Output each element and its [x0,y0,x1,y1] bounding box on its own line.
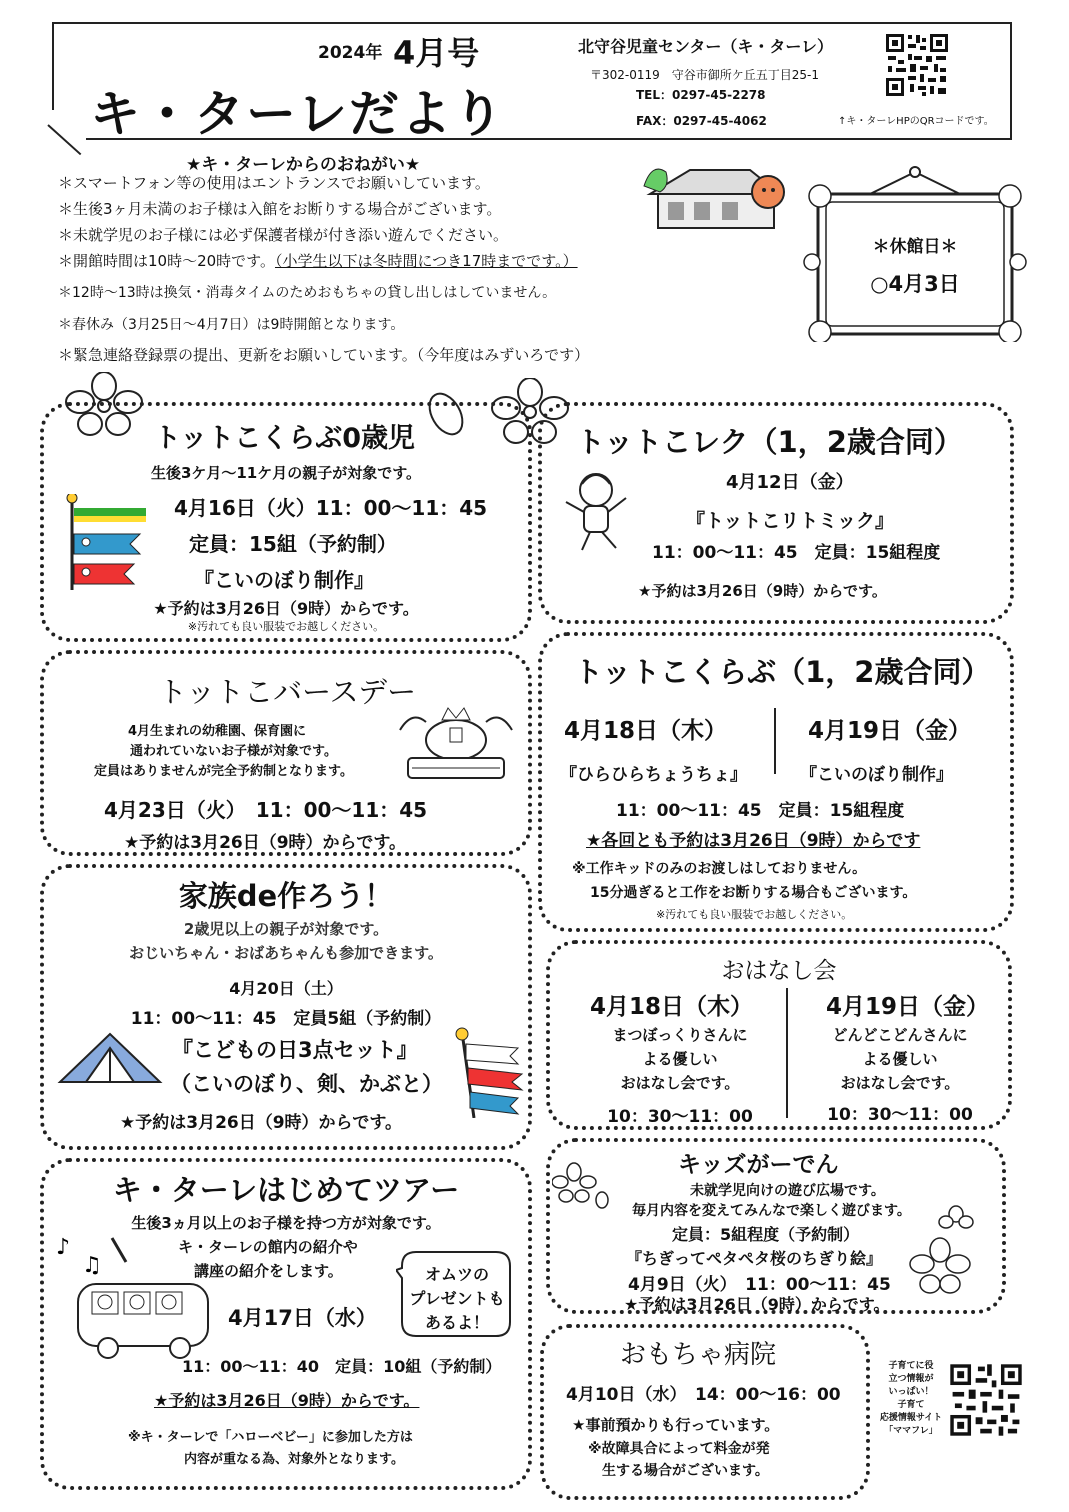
bubble-text: あるよ！ [424,1313,489,1332]
storytelling-box [546,940,1012,1130]
notice-item: ＊春休み（3月25日～4月7日）は9時開館となります。 [58,317,405,333]
koinobori-icon [448,1026,530,1118]
mamafure-caption-line: 「ママフレ」 [884,1426,938,1436]
mamafure-caption-line: 立つ情報が [888,1374,934,1384]
mamafure-caption-line: 子育て [897,1400,925,1410]
notice-hours-text: ＊開館時間は10時～20時です。 [58,252,275,270]
totoko-club-0-note: ※汚れても良い服装でお越しください。 [187,620,385,633]
kids-garden-capacity: 定員：5組程度（予約制） [672,1225,860,1244]
toy-hospital-note: ★事前預かりも行っています。 [572,1416,780,1434]
first-tour-title: キ・ターレはじめてツアー [112,1173,460,1207]
totoko-club-0-title: トットこくらぶ0歳児 [154,423,415,454]
toy-hospital-note: ※故障具合によって料金が発 [588,1441,770,1457]
first-tour-note: 内容が重なる為、対象外となります。 [184,1452,404,1467]
toy-hospital-datetime: 4月10日（水） 14：00～16：00 [566,1385,841,1405]
closed-day-title: ＊休館日＊ [872,237,958,257]
kids-garden-desc: 毎月内容を変えてみんなで楽しく遊びます。 [632,1203,911,1219]
sakura-flower-icon [552,1160,612,1212]
center-tel: TEL：0297-45-2278 [636,88,766,102]
notice-title: ★キ・ターレからのおねがい★ [186,155,421,175]
kids-garden-reserve: ★予約は3月26日（9時）からです。 [624,1295,890,1314]
totoko-club-12-date: 4月18日（木） [564,718,728,744]
building-illustration [640,156,790,232]
totoko-club-12-note: 15分過ぎると工作をお断りする場合もございます。 [590,885,917,901]
koinobori-icon [64,494,150,590]
toy-hospital-title: おもちゃ病院 [620,1340,777,1370]
totoko-rec-time-capacity: 11：00～11：45 定員：15組程度 [652,543,941,563]
mamafure-caption-line: いっぱい！ [888,1387,934,1397]
dancing-child-icon [552,468,642,554]
totoko-club-0-datetime: 4月16日（火）11：00～11：45 [174,496,488,520]
birthday-cake-icon [392,700,520,784]
toy-hospital-box [540,1324,870,1500]
center-fax: FAX：0297-45-4062 [636,114,767,128]
totoko-rec-title: トットこレク（1，2歳合同） [576,425,963,459]
kids-garden-datetime: 4月9日（火） 11：00～11：45 [628,1275,891,1295]
notice-item: ＊12時～13時は換気・消毒タイムのためおもちゃの貸し出しはしていません。 [58,285,557,301]
kabuto-helmet-icon [56,1030,164,1086]
family-craft-time-capacity: 11：00～11：45 定員5組（予約制） [130,1009,442,1029]
totoko-club-12-title: トットこくらぶ（1，2歳合同） [574,655,991,689]
totoko-club-12-date: 4月19日（金） [808,718,972,744]
family-craft-target: 2歳児以上の親子が対象です。 [183,920,389,938]
header-corner [52,110,86,144]
closed-day-date: ○4月3日 [870,272,960,296]
notice-item: ＊スマートフォン等の使用はエントランスでお願いしています。 [58,174,490,192]
notice-item: ＊緊急連絡登録票の提出、更新をお願いしています。（今年度はみずいろです） [58,346,590,364]
kids-garden-activity: 『ちぎってペタペタ桜のちぎり絵』 [626,1249,883,1268]
totoko-club-12-activity: 『こいのぼり制作』 [800,765,953,785]
svg-text:♫: ♫ [82,1253,102,1278]
storytelling-time: 10：30～11：00 [827,1105,973,1125]
issue-year: 2024年 [318,43,383,63]
column-divider [786,988,788,1118]
storytelling-date: 4月19日（金） [826,994,990,1020]
first-tour-desc: キ・ターレの館内の紹介や [178,1238,358,1256]
first-tour-reserve: ★予約は3月26日（9時）からです。 [154,1391,420,1410]
totoko-club-12-time-capacity: 11：00～11：45 定員：15組程度 [616,801,905,821]
totoko-birthday-desc: 4月生まれの幼稚園、保育園に [128,724,307,739]
notice-item: ＊生後3ヶ月未満のお子様は入館をお断りする場合がございます。 [58,200,502,218]
storytelling-title: おはなし会 [721,958,837,984]
family-craft-title: 家族de作ろう！ [178,879,394,913]
bubble-text: プレゼントも [409,1289,505,1308]
storytelling-desc: よる優しい [862,1050,938,1068]
totoko-birthday-desc: 通われていないお子様が対象です。 [130,744,337,759]
mamafure-caption-line: 応援情報サイト [879,1413,943,1423]
mamafure-caption-line: 子育てに役 [888,1361,934,1371]
notice-item-hours [58,250,578,271]
storytelling-desc: どんどこどんさんに [832,1026,968,1044]
bubble-text: オムツの [424,1265,489,1284]
family-craft-activity-detail: （こいのぼり、剣、かぶと） [170,1072,443,1096]
totoko-club-0-capacity: 定員：15組（予約制） [189,532,397,556]
family-craft-activity: 『こどもの日3点セット』 [172,1038,418,1062]
column-divider [774,708,776,774]
totoko-birthday-datetime: 4月23日（火） 11：00～11：45 [104,798,428,822]
totoko-club-0-activity: 『こいのぼり制作』 [194,568,374,592]
mamafure-qr-code[interactable] [948,1362,1024,1438]
totoko-rec-date: 4月12日（金） [726,472,854,493]
family-craft-target: おじいちゃん・おばあちゃんも参加できます。 [129,944,443,962]
totoko-club-12-activity: 『ひらひらちょうちょ』 [560,765,747,785]
center-address: 〒302-0119 守谷市御所ケ丘五丁目25-1 [590,68,820,82]
first-tour-date: 4月17日（水） [228,1306,377,1330]
mamafure-caption [876,1360,946,1438]
first-tour-target: 生後3ヵ月以上のお子様を持つ方が対象です。 [131,1214,441,1232]
totoko-club-12-note: ※工作キッドのみのお渡しはしておりません。 [572,861,867,877]
kids-garden-desc: 未就学児向けの遊び広場です。 [690,1183,885,1199]
storytelling-desc: まつぼっくりさんに [612,1026,748,1044]
newsletter-title: キ・ターレだより [90,85,505,143]
notice-item: ＊未就学児のお子様には必ず保護者様が付き添い遊んでください。 [58,226,509,244]
totoko-club-12-note: ※汚れても良い服装でお越しください。 [656,908,853,921]
family-craft-reserve: ★予約は3月26日（9時）からです。 [120,1113,403,1133]
totoko-rec-reserve: ★予約は3月26日（9時）からです。 [638,582,887,600]
totoko-club-12-box [538,632,1014,932]
storytelling-desc: おはなし会です。 [840,1074,960,1092]
first-tour-desc: 講座の紹介をします。 [194,1262,343,1280]
notice-hours-underlined: （小学生以下は冬時間につき17時までです。） [274,252,578,270]
center-name: 北守谷児童センター（キ・ターレ） [578,37,834,56]
totoko-birthday-desc: 定員はありませんが完全予約制となります。 [94,764,353,779]
qr-caption: ↑キ・ターレHPのQRコードです。 [838,116,994,127]
totoko-rec-activity: 『トットこリトミック』 [686,510,895,532]
tour-bus-icon [52,1232,214,1362]
totoko-birthday-title: トットこバースデー [158,675,417,709]
issue-month: 4月号 [393,34,480,72]
storytelling-desc: よる優しい [642,1050,718,1068]
family-craft-date: 4月20日（土） [229,979,343,998]
totoko-club-12-reserve: ★各回とも予約は3月26日（9時）からです [586,831,921,851]
first-tour-note: ※キ・ターレで「ハローベビー」に参加した方は [128,1430,413,1445]
storytelling-date: 4月18日（木） [590,994,754,1020]
totoko-club-0-target: 生後3ケ月～11ケ月の親子が対象です。 [150,464,422,482]
sakura-flower-icon [906,1204,986,1300]
totoko-birthday-reserve: ★予約は3月26日（9時）からです。 [124,833,407,853]
homepage-qr-code[interactable] [884,32,950,98]
storytelling-time: 10：30～11：00 [607,1107,753,1127]
svg-text:♪: ♪ [56,1235,71,1260]
storytelling-desc: おはなし会です。 [620,1074,740,1092]
first-tour-time-capacity: 11：00～11：40 定員：10組（予約制） [182,1357,502,1376]
toy-hospital-note: 生する場合がございます。 [602,1463,769,1479]
totoko-club-0-reserve: ★予約は3月26日（9時）からです。 [153,599,419,618]
kids-garden-title: キッズがーでん [678,1152,839,1178]
